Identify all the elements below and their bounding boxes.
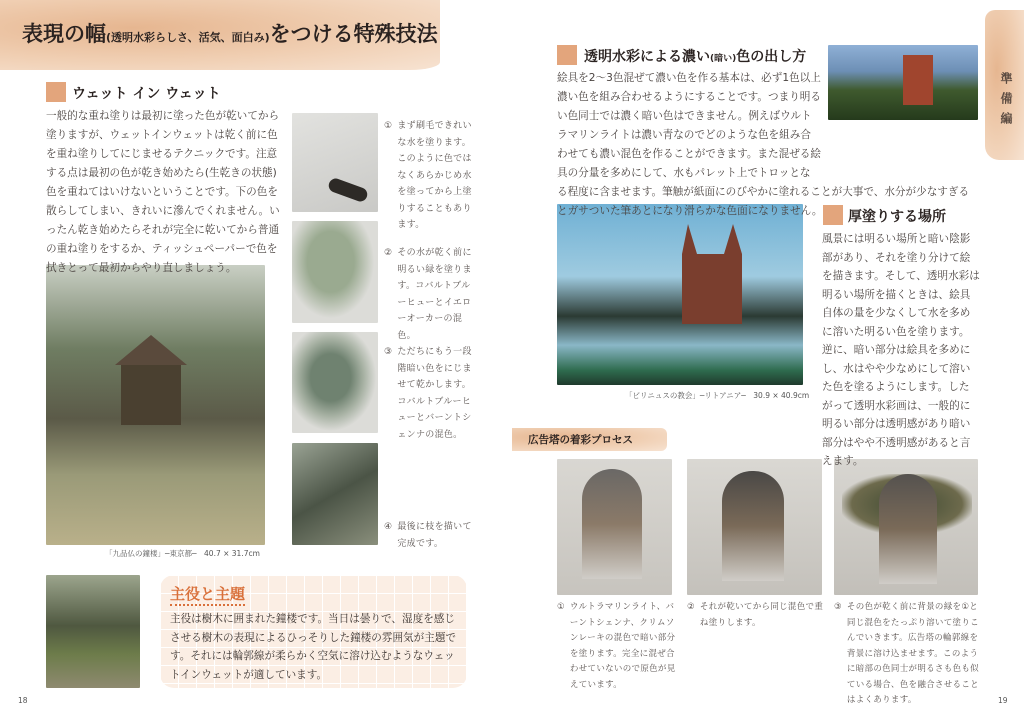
process-step-1-caption: ① ウルトラマリンライト、バーントシェンナ、クリムソンレーキの混色で暗い部分を塗ります。完全に混ぜ合わせていないので原色が見えています。 [557,602,676,690]
dark-colors-body-a: 絵具を2～3色混ぜて濃い色を作る基本は、必ず1色以上濃い色を組み合わせるようにすることです。つまり明るい色同士では濃く暗い色はできません。例えばウルトラマリンライトは濃い青なのでどのような色を組み合わせても濃い混色を作ることができます。また混ぜる絵具の分量を [557,72,821,179]
page-number-right: 19 [998,696,1008,705]
process-step-2-image [687,459,822,595]
church-painting [557,204,803,385]
theme-box-title: 主役と主題 [170,583,245,606]
church-painting-caption: 「ビリニュスの教会」─リトアニア─ 30.9 × 40.9cm [625,391,810,400]
thick-paint-body: 風景には明るい場所と暗い陰影部があり、それを塗り分けて絵を描きます。そして、透明水彩は明るい場所を描くときは、絵具自体の量を少なくして水を多めに溶いた明るい色を塗ります。逆に、暗い部分は絵具を多めにし、水はやや少なめにして溶いた色を塗るようにします。したがって透明水彩画は、一般的に明るい部分は透明感があり暗い部分はやや不透明感があると言えます。 [822,233,980,467]
step-1-caption: ① まず刷毛できれいな水を塗ります。このように色ではなくあらかじめ水を塗ってから上塗りすることもあります。 [384,121,472,230]
step-4-caption: ④ 最後に枝を描いて完成です。 [384,522,472,549]
section-marker [557,45,577,65]
step-2-image [292,221,378,323]
section-heading-dark-colors: 透明水彩による濃い(暗い)色の出し方 [584,49,807,65]
process-step-3-image [834,459,978,595]
step-1-image [292,113,378,212]
step-2-caption: ② その水が乾く前に明るい緑を塗ります。コバルトブルーヒューとイエローオーカーの混色。 [384,248,472,341]
theme-box-body: 主役は樹木に囲まれた鐘楼です。当日は曇りで、湿度を感じさせる樹木の表現によるひっそりした鐘楼の雰囲気が主題です。それには輪郭線が柔らかく空気に溶け込むようなウェットインウェットが適しています。 [170,613,457,681]
section-heading-thick-paint: 厚塗りする場所 [848,209,946,225]
page-number-left: 18 [18,696,28,705]
step-3-caption: ③ ただちにもう一段階暗い色をにじませて乾かします。コバルトブルーヒューとバーントシェンナの混色。 [384,347,472,440]
page-title: 表現の幅(透明水彩らしさ、活気、面白み)をつける特殊技法 [22,22,438,46]
process-label: 広告塔の着彩プロセス [528,434,633,446]
belfry-painting [46,265,265,545]
section-marker [46,82,66,102]
step-4-image [292,443,378,545]
belfry-painting-caption: 「九品仏の鐘楼」─東京都─ 40.7 × 31.7cm [105,549,260,558]
dark-colors-body-b: 多めにして、水もパレット上でトロッとなる程度に含ませます。筆触が紙面にのびやかに塗れることが大事で、水分が少なすぎるとガサついた筆あとになり滑らかな色面になりません。 [557,167,970,217]
theme-box [160,575,467,688]
process-step-3-caption: ③ その色が乾く前に背景の緑を①と同じ混色をたっぷり溶いて塗りこんでいきます。広告塔の輪郭線を背景に溶け込ませます。このように暗部の色同士が明るさも色も似ている場合、色を融合させることはよくあります。 [834,602,979,705]
dark-colors-body [557,69,977,221]
step-3-image [292,332,378,433]
photo-spacer [821,69,977,165]
belfry-photo [46,575,140,688]
section-heading-wet-in-wet: ウェット イン ウェット [72,86,221,102]
process-step-2-caption: ② それが乾いてから同じ混色で重ね塗りします。 [687,602,824,628]
side-tab-label: 準備編 [999,72,1013,132]
process-step-1-image [557,459,672,595]
wet-in-wet-body: 一般的な重ね塗りは最初に塗った色が乾いてから塗りますが、ウェットインウェットは乾く前に色を重ね塗りしてにじませるテクニックです。注意する点は最初の色が乾き始めたら(生乾きの状態)色を重ねてはいけないということです。下の色を散らしてしまい、きれいに滲んでくれません。いったん乾き始めたらそれが完全に乾いてから普通の重ね塗りをするか、ティッシュペーパーで色を拭きとって最初からやり直しましょう。 [46,110,280,274]
